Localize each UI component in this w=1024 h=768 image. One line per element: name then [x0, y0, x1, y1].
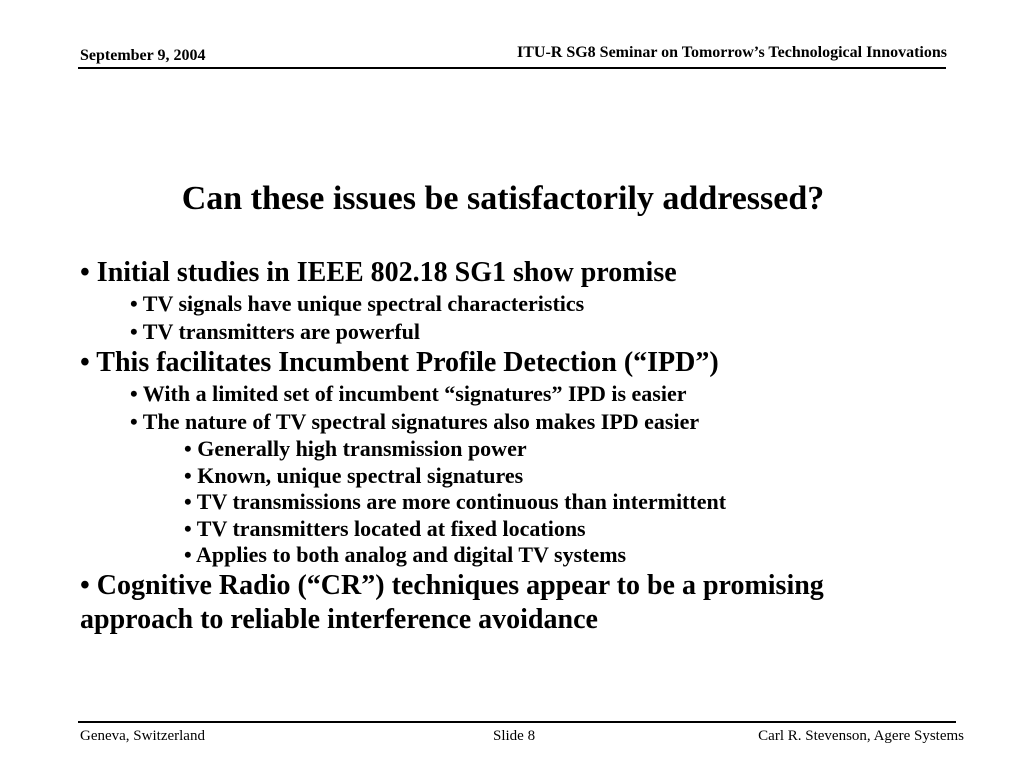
sub-bullet-nature-of-signatures: • The nature of TV spectral signatures also makes IPD easier: [130, 409, 700, 434]
sub-sub-bullet-known-signatures: • Known, unique spectral signatures: [184, 462, 524, 488]
footer-slide-number: Slide 8: [493, 728, 536, 744]
footer-author: Carl R. Stevenson, Agere Systems: [758, 728, 964, 744]
bullet-list: [80, 256, 980, 637]
header-event-title: ITU-R SG8 Seminar on Tomorrow’s Technological Innovations: [516, 44, 947, 61]
header-date: September 9, 2004: [80, 47, 206, 64]
footer-location: Geneva, Switzerland: [80, 728, 205, 744]
sub-bullet-unique-characteristics: • TV signals have unique spectral characteristics: [130, 291, 585, 316]
sub-sub-bullet-fixed-locations: • TV transmitters located at fixed locations: [184, 515, 586, 541]
header-divider: [78, 67, 946, 69]
sub-sub-bullet-continuous: • TV transmissions are more continuous than intermittent: [184, 489, 727, 514]
sub-sub-bullet-analog-digital: • Applies to both analog and digital TV systems: [184, 542, 627, 567]
sub-bullet-powerful-transmitters: • TV transmitters are powerful: [130, 319, 420, 344]
bullet-initial-studies: • Initial studies in IEEE 802.18 SG1 show promise: [80, 257, 677, 288]
bullet-ipd: • This facilitates Incumbent Profile Detection (“IPD”): [80, 347, 719, 378]
footer-divider: [78, 721, 956, 723]
sub-bullet-limited-signatures: • With a limited set of incumbent “signatures” IPD is easier: [130, 381, 687, 406]
sub-sub-bullet-high-power: • Generally high transmission power: [184, 436, 527, 461]
bullet-cognitive-radio: • Cognitive Radio (“CR”) techniques appear to be a promising approach to reliable interference avoidance: [80, 569, 824, 635]
slide-title: Can these issues be satisfactorily addressed?: [181, 180, 825, 217]
